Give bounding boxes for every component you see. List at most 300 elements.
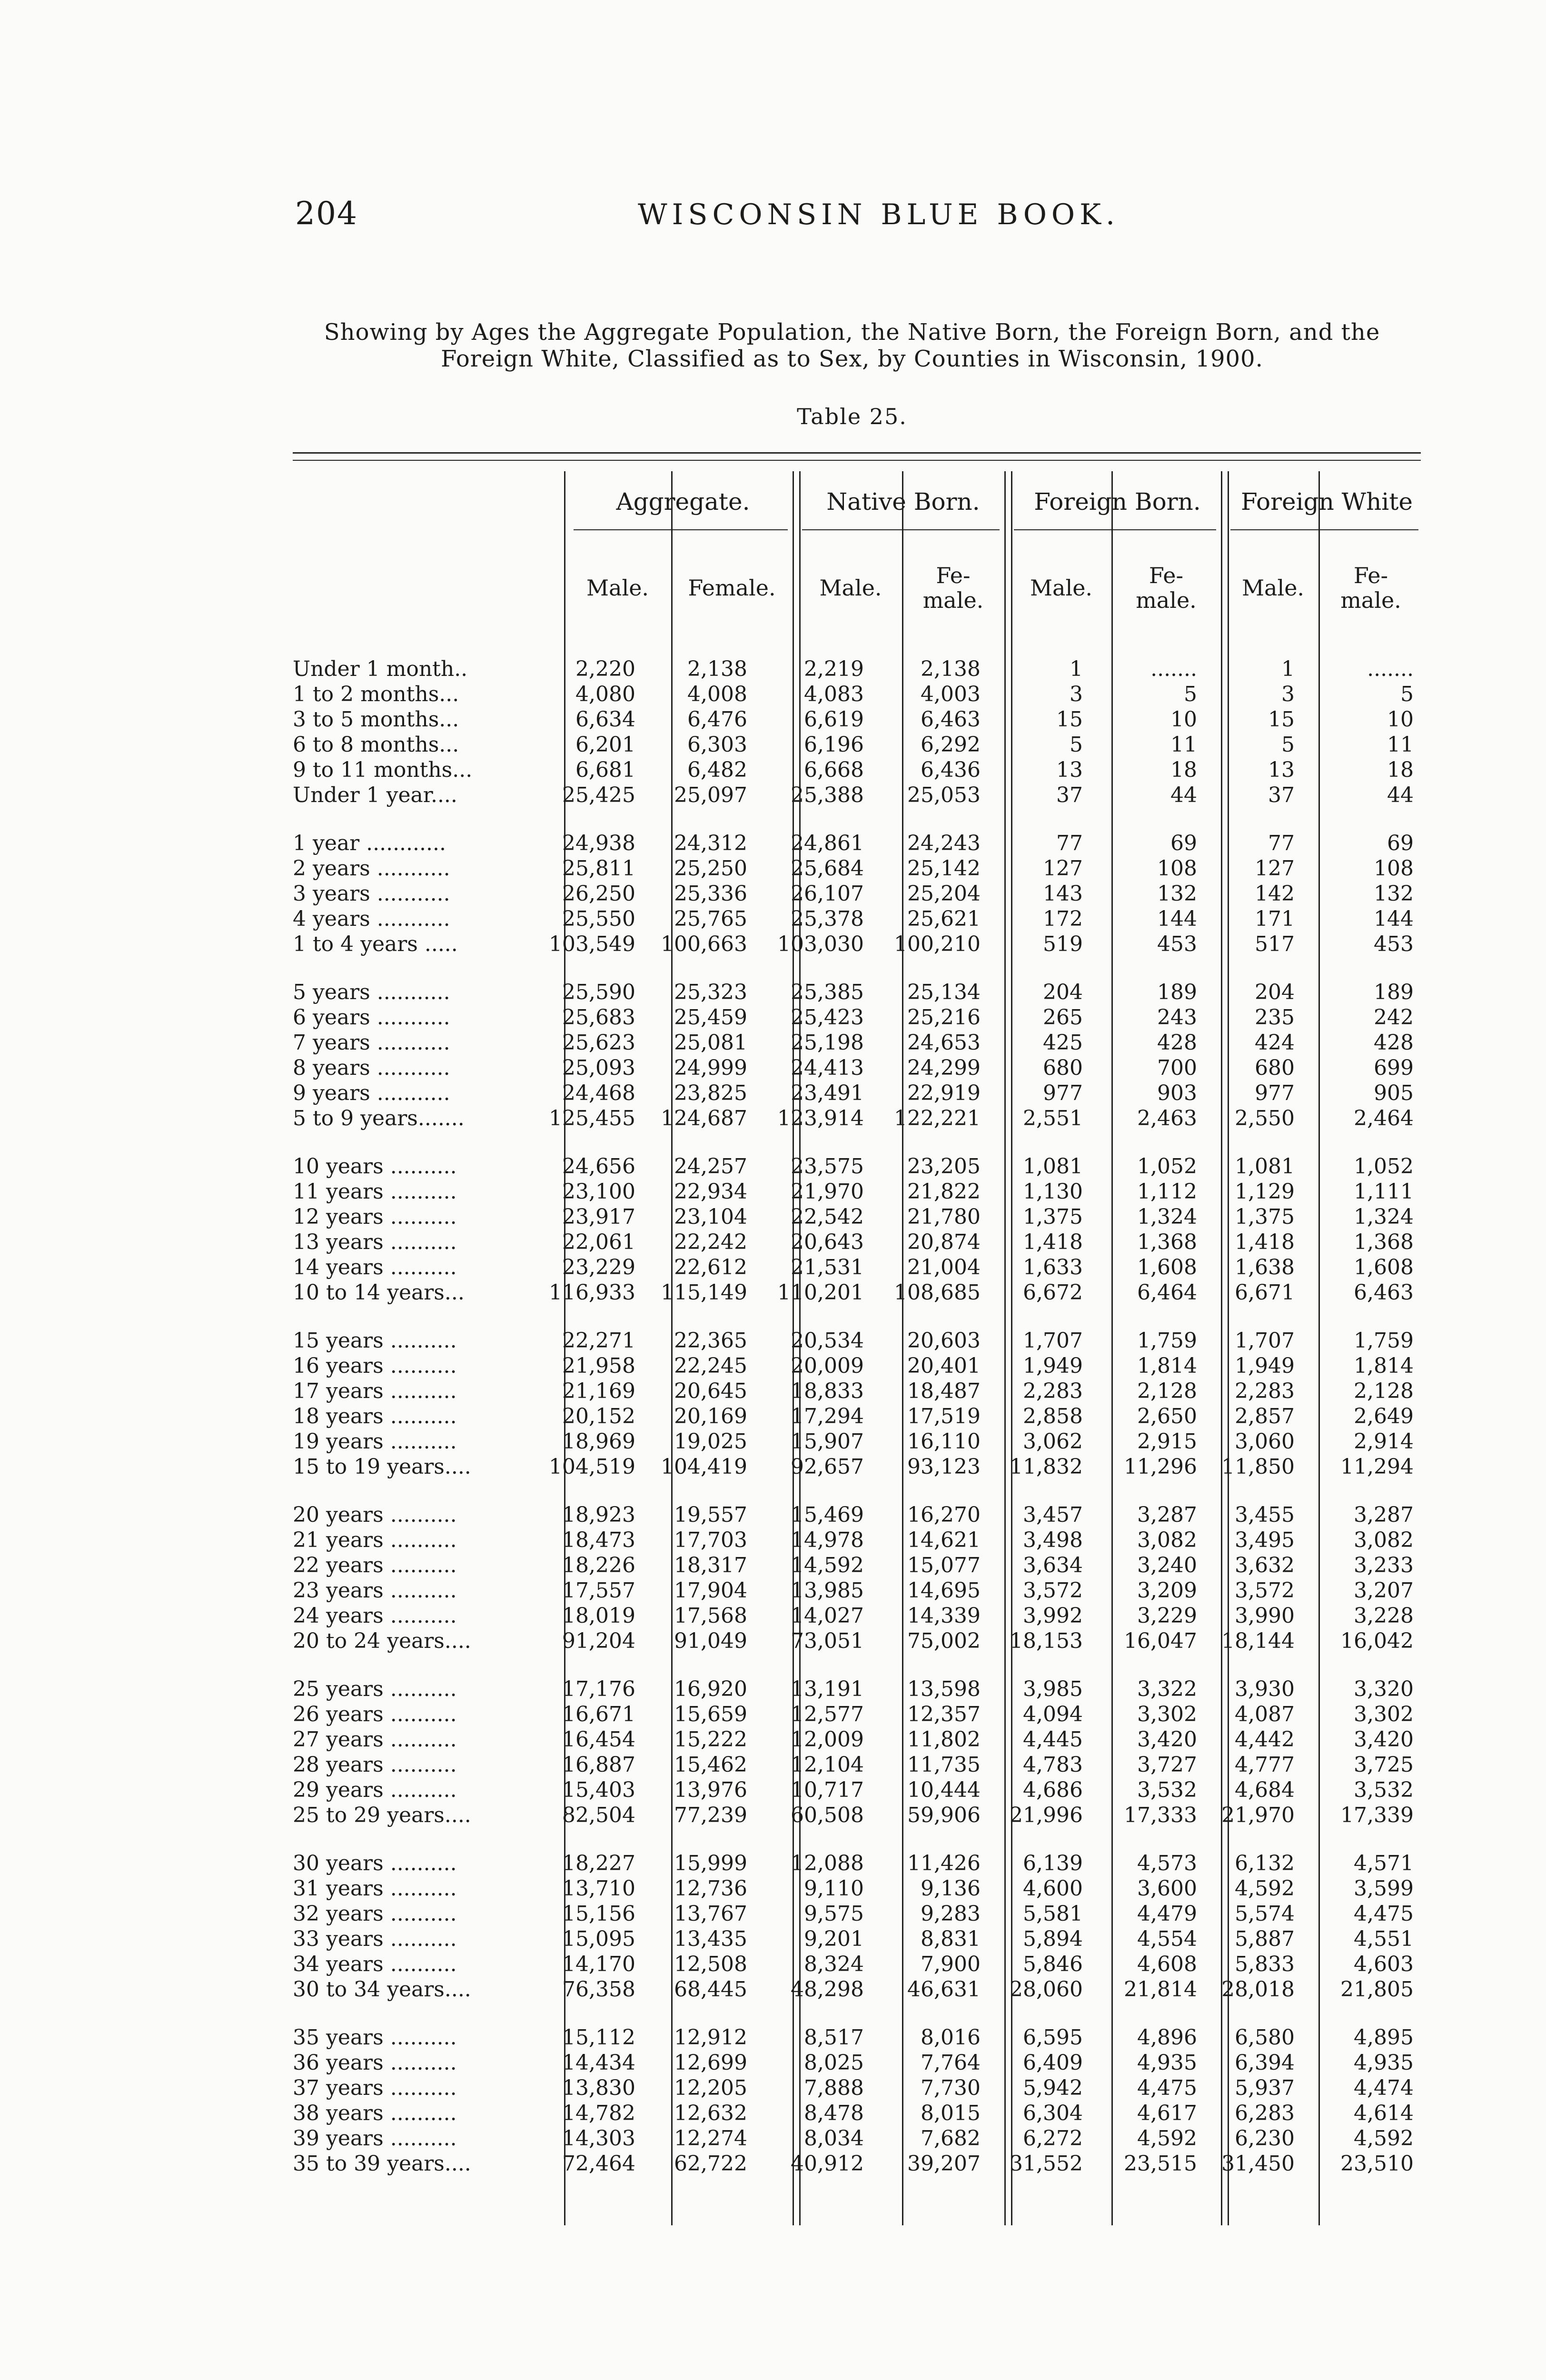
cell-value: 24,999 — [674, 1056, 747, 1080]
cell-value: 108,685 — [894, 1280, 981, 1305]
cell-value: 144 — [1157, 907, 1197, 931]
cell-value: 16,110 — [907, 1429, 981, 1454]
cell-value: 7,888 — [804, 2076, 864, 2100]
cell-value: 4,592 — [1137, 2126, 1197, 2151]
cell-value: 3,532 — [1354, 1778, 1414, 1802]
cell-value: 3,228 — [1354, 1604, 1414, 1628]
row-label: 16 years .......... — [293, 1354, 457, 1378]
cell-value: 6,303 — [687, 733, 747, 757]
cell-value: 76,358 — [562, 1977, 635, 2002]
cell-value: 6,272 — [1023, 2126, 1083, 2151]
cell-value: 44 — [1387, 783, 1414, 807]
cell-value: 6,139 — [1023, 1851, 1083, 1875]
cell-value: 2,128 — [1137, 1379, 1197, 1403]
cell-value: 37 — [1056, 783, 1083, 807]
table-row — [293, 1753, 1421, 1778]
cell-value: 24,656 — [562, 1154, 635, 1179]
row-label: 17 years .......... — [293, 1379, 457, 1403]
page-heading: WISCONSIN BLUE BOOK. — [638, 198, 1120, 231]
cell-value: 12,508 — [674, 1952, 747, 1976]
table-row — [293, 1354, 1421, 1379]
table-row — [293, 1503, 1421, 1528]
cell-value: 4,777 — [1235, 1753, 1295, 1777]
age-group-block — [293, 1329, 1421, 1480]
row-label: 34 years .......... — [293, 1952, 457, 1976]
cell-value: 4,603 — [1354, 1952, 1414, 1976]
row-label: 3 years ........... — [293, 882, 450, 906]
cell-value: 3,209 — [1137, 1578, 1197, 1603]
cell-value: 3,420 — [1137, 1727, 1197, 1752]
cell-value: 1,130 — [1023, 1180, 1083, 1204]
cell-value: 4,080 — [575, 682, 635, 706]
row-label: 1 to 4 years ..... — [293, 932, 458, 956]
cell-value: 4,617 — [1137, 2101, 1197, 2125]
cell-value: 39,207 — [907, 2152, 981, 2176]
row-label: 36 years .......... — [293, 2051, 457, 2075]
cell-value: 5 — [1281, 733, 1295, 757]
table-row — [293, 2025, 1421, 2051]
cell-value: 21,970 — [1221, 1803, 1295, 1827]
cell-value: 12,357 — [907, 1702, 981, 1726]
cell-value: 14,621 — [907, 1528, 981, 1552]
cell-value: 13,767 — [674, 1902, 747, 1926]
cell-value: 16,920 — [674, 1677, 747, 1701]
cell-value: 22,365 — [674, 1329, 747, 1353]
cell-value: 18,317 — [674, 1553, 747, 1577]
column-header: Female. — [688, 575, 776, 601]
cell-value: 14,592 — [791, 1553, 864, 1577]
cell-value: 17,333 — [1124, 1803, 1197, 1827]
cell-value: 25,425 — [562, 783, 635, 807]
cell-value: 11,296 — [1124, 1455, 1197, 1479]
row-label: 35 to 39 years.... — [293, 2152, 471, 2176]
cell-value: 3,457 — [1023, 1503, 1083, 1527]
row-label: 22 years .......... — [293, 1553, 457, 1577]
cell-value: 2,219 — [804, 657, 864, 681]
cell-value: 3,240 — [1137, 1553, 1197, 1577]
group-header: Foreign Born. — [1034, 488, 1201, 516]
cell-value: 6,580 — [1235, 2025, 1295, 2050]
cell-value: 14,339 — [907, 1604, 981, 1628]
cell-value: 21,004 — [907, 1255, 981, 1279]
table-row — [293, 856, 1421, 882]
column-header: Male. — [586, 575, 649, 601]
row-label: 5 to 9 years....... — [293, 1106, 465, 1130]
cell-value: 22,245 — [674, 1354, 747, 1378]
cell-value: ....... — [1367, 657, 1414, 681]
cell-value: 20,534 — [791, 1329, 864, 1353]
cell-value: 6,595 — [1023, 2025, 1083, 2050]
table-row — [293, 1180, 1421, 1205]
cell-value: 2,138 — [921, 657, 981, 681]
cell-value: 5 — [1400, 682, 1414, 706]
cell-value: 18,923 — [562, 1503, 635, 1527]
row-label: 10 to 14 years... — [293, 1280, 465, 1305]
cell-value: 2,550 — [1235, 1106, 1295, 1130]
cell-value: 16,270 — [907, 1503, 981, 1527]
cell-value: 103,549 — [549, 932, 635, 956]
cell-value: 116,933 — [549, 1280, 635, 1305]
table-row — [293, 2051, 1421, 2076]
cell-value: 6,463 — [1354, 1280, 1414, 1305]
cell-value: 100,663 — [661, 932, 747, 956]
group-underline — [574, 529, 788, 530]
table-row — [293, 1031, 1421, 1056]
cell-value: 1,112 — [1137, 1180, 1197, 1204]
cell-value: 4,686 — [1023, 1778, 1083, 1802]
cell-value: 453 — [1374, 932, 1414, 956]
cell-value: 25,683 — [562, 1005, 635, 1030]
cell-value: 235 — [1255, 1005, 1295, 1030]
row-label: 26 years .......... — [293, 1702, 457, 1726]
subcolumn-line — [1111, 543, 1112, 614]
cell-value: 6,132 — [1235, 1851, 1295, 1875]
table-row — [293, 1803, 1421, 1828]
cell-value: 14,303 — [562, 2126, 635, 2151]
cell-value: 17,176 — [562, 1677, 635, 1701]
cell-value: 4,571 — [1354, 1851, 1414, 1875]
cell-value: 5,894 — [1023, 1927, 1083, 1951]
cell-value: 16,671 — [562, 1702, 635, 1726]
table-row — [293, 907, 1421, 932]
cell-value: 15,222 — [674, 1727, 747, 1752]
cell-value: 18,833 — [791, 1379, 864, 1403]
cell-value: 4,614 — [1354, 2101, 1414, 2125]
row-label: 37 years .......... — [293, 2076, 457, 2100]
cell-value: 15,156 — [562, 1902, 635, 1926]
cell-value: 23,515 — [1124, 2152, 1197, 2176]
cell-value: 25,198 — [791, 1031, 864, 1055]
cell-value: 1,081 — [1235, 1154, 1295, 1179]
cell-value: 12,632 — [674, 2101, 747, 2125]
table-row — [293, 758, 1421, 783]
age-group-block — [293, 657, 1421, 808]
cell-value: 93,123 — [907, 1455, 981, 1479]
row-label: 9 years ........... — [293, 1081, 450, 1105]
cell-value: 3,287 — [1354, 1503, 1414, 1527]
cell-value: 7,730 — [921, 2076, 981, 2100]
cell-value: 9,201 — [804, 1927, 864, 1951]
cell-value: 6,230 — [1235, 2126, 1295, 2151]
cell-value: 189 — [1157, 980, 1197, 1004]
row-label: 35 years .......... — [293, 2025, 457, 2050]
cell-value: 1,814 — [1137, 1354, 1197, 1378]
cell-value: 1,608 — [1354, 1255, 1414, 1279]
cell-value: 17,568 — [674, 1604, 747, 1628]
cell-value: 17,339 — [1340, 1803, 1414, 1827]
cell-value: 2,138 — [687, 657, 747, 681]
cell-value: 18,227 — [562, 1851, 635, 1875]
cell-value: 20,874 — [907, 1230, 981, 1254]
cell-value: 59,906 — [907, 1803, 981, 1827]
cell-value: 19,557 — [674, 1503, 747, 1527]
cell-value: 21,814 — [1124, 1977, 1197, 2002]
cell-value: 25,550 — [562, 907, 635, 931]
running-head — [295, 195, 1437, 238]
cell-value: 12,009 — [791, 1727, 864, 1752]
group-underline — [1230, 529, 1418, 530]
cell-value: 1 — [1281, 657, 1295, 681]
cell-value: 453 — [1157, 932, 1197, 956]
cell-value: 16,047 — [1124, 1629, 1197, 1653]
cell-value: 680 — [1043, 1056, 1083, 1080]
cell-value: 19,025 — [674, 1429, 747, 1454]
cell-value: 23,510 — [1340, 2152, 1414, 2176]
cell-value: 15,077 — [907, 1553, 981, 1577]
cell-value: 11,735 — [907, 1753, 981, 1777]
cell-value: 5,942 — [1023, 2076, 1083, 2100]
cell-value: 6,283 — [1235, 2101, 1295, 2125]
column-header: Male. — [1030, 575, 1093, 601]
cell-value: 3,082 — [1137, 1528, 1197, 1552]
cell-value: 12,104 — [791, 1753, 864, 1777]
cell-value: 1,707 — [1023, 1329, 1083, 1353]
cell-value: 3 — [1070, 682, 1083, 706]
cell-value: 15,907 — [791, 1429, 864, 1454]
cell-value: 12,274 — [674, 2126, 747, 2151]
row-label: 20 years .......... — [293, 1503, 457, 1527]
cell-value: 9,136 — [921, 1876, 981, 1901]
cell-value: 31,450 — [1221, 2152, 1295, 2176]
cell-value: 428 — [1374, 1031, 1414, 1055]
cell-value: 204 — [1255, 980, 1295, 1004]
cell-value: 8,517 — [804, 2025, 864, 2050]
cell-value: ....... — [1150, 657, 1197, 681]
cell-value: 3,322 — [1137, 1677, 1197, 1701]
cell-value: 25,388 — [791, 783, 864, 807]
cell-value: 6,619 — [804, 707, 864, 732]
cell-value: 699 — [1374, 1056, 1414, 1080]
cell-value: 6,634 — [575, 707, 635, 732]
table-row — [293, 1876, 1421, 1902]
row-label: 28 years .......... — [293, 1753, 457, 1777]
column-header: Fe- male. — [1340, 563, 1401, 613]
cell-value: 905 — [1374, 1081, 1414, 1105]
cell-value: 6,671 — [1235, 1280, 1295, 1305]
cell-value: 4,475 — [1354, 1902, 1414, 1926]
row-label: 12 years .......... — [293, 1205, 457, 1229]
cell-value: 8,015 — [921, 2101, 981, 2125]
row-label: 32 years .......... — [293, 1902, 457, 1926]
row-label: 3 to 5 months... — [293, 707, 459, 732]
cell-value: 3,082 — [1354, 1528, 1414, 1552]
cell-value: 7,900 — [921, 1952, 981, 1976]
table-row — [293, 2126, 1421, 2152]
cell-value: 24,468 — [562, 1081, 635, 1105]
cell-value: 3,727 — [1137, 1753, 1197, 1777]
cell-value: 77 — [1268, 831, 1295, 855]
cell-value: 26,107 — [791, 882, 864, 906]
cell-value: 4,551 — [1354, 1927, 1414, 1951]
cell-value: 13,435 — [674, 1927, 747, 1951]
cell-value: 20,603 — [907, 1329, 981, 1353]
cell-value: 2,915 — [1137, 1429, 1197, 1454]
cell-value: 25,134 — [907, 980, 981, 1004]
cell-value: 3,060 — [1235, 1429, 1295, 1454]
cell-value: 1,759 — [1354, 1329, 1414, 1353]
table-row — [293, 783, 1421, 808]
cell-value: 5,846 — [1023, 1952, 1083, 1976]
cell-value: 519 — [1043, 932, 1083, 956]
cell-value: 11 — [1170, 733, 1197, 757]
table-row — [293, 1280, 1421, 1306]
cell-value: 1,129 — [1235, 1180, 1295, 1204]
row-label: 31 years .......... — [293, 1876, 457, 1901]
table-row — [293, 1851, 1421, 1876]
cell-value: 3,229 — [1137, 1604, 1197, 1628]
table-row — [293, 1604, 1421, 1629]
cell-value: 10 — [1387, 707, 1414, 732]
table-row — [293, 1404, 1421, 1429]
cell-value: 72,464 — [562, 2152, 635, 2176]
cell-value: 4,684 — [1235, 1778, 1295, 1802]
cell-value: 25,423 — [791, 1005, 864, 1030]
cell-value: 3,320 — [1354, 1677, 1414, 1701]
cell-value: 23,104 — [674, 1205, 747, 1229]
cell-value: 22,271 — [562, 1329, 635, 1353]
cell-value: 18 — [1170, 758, 1197, 782]
cell-value: 4,087 — [1235, 1702, 1295, 1726]
cell-value: 77 — [1056, 831, 1083, 855]
row-label: 30 to 34 years.... — [293, 1977, 471, 2002]
cell-value: 8,324 — [804, 1952, 864, 1976]
cell-value: 8,016 — [921, 2025, 981, 2050]
cell-value: 6,463 — [921, 707, 981, 732]
cell-value: 10,717 — [791, 1778, 864, 1802]
cell-value: 14,978 — [791, 1528, 864, 1552]
cell-value: 25,204 — [907, 882, 981, 906]
cell-value: 5,574 — [1235, 1902, 1295, 1926]
table-row — [293, 1677, 1421, 1702]
cell-value: 15,095 — [562, 1927, 635, 1951]
cell-value: 4,783 — [1023, 1753, 1083, 1777]
cell-value: 4,895 — [1354, 2025, 1414, 2050]
cell-value: 21,169 — [562, 1379, 635, 1403]
cell-value: 4,935 — [1137, 2051, 1197, 2075]
cell-value: 189 — [1374, 980, 1414, 1004]
cell-value: 1,081 — [1023, 1154, 1083, 1179]
group-header: Aggregate. — [616, 488, 750, 516]
cell-value: 3,985 — [1023, 1677, 1083, 1701]
cell-value: 517 — [1255, 932, 1295, 956]
cell-value: 14,782 — [562, 2101, 635, 2125]
cell-value: 1,707 — [1235, 1329, 1295, 1353]
cell-value: 3,495 — [1235, 1528, 1295, 1552]
row-label: 30 years .......... — [293, 1851, 457, 1875]
cell-value: 12,205 — [674, 2076, 747, 2100]
cell-value: 1,418 — [1235, 1230, 1295, 1254]
cell-value: 23,205 — [907, 1154, 981, 1179]
cell-value: 11,426 — [907, 1851, 981, 1875]
cell-value: 110,201 — [777, 1280, 864, 1305]
cell-value: 115,149 — [661, 1280, 747, 1305]
cell-value: 23,100 — [562, 1180, 635, 1204]
cell-value: 123,914 — [777, 1106, 864, 1130]
cell-value: 25,765 — [674, 907, 747, 931]
cell-value: 4,083 — [804, 682, 864, 706]
cell-value: 1,368 — [1137, 1230, 1197, 1254]
table-row — [293, 1005, 1421, 1031]
cell-value: 22,934 — [674, 1180, 747, 1204]
cell-value: 144 — [1374, 907, 1414, 931]
cell-value: 1,111 — [1354, 1180, 1414, 1204]
cell-value: 424 — [1255, 1031, 1295, 1055]
cell-value: 243 — [1157, 1005, 1197, 1030]
cell-value: 4,592 — [1235, 1876, 1295, 1901]
cell-value: 16,887 — [562, 1753, 635, 1777]
cell-value: 171 — [1255, 907, 1295, 931]
table-row — [293, 1230, 1421, 1255]
cell-value: 12,736 — [674, 1876, 747, 1901]
cell-value: 24,312 — [674, 831, 747, 855]
table-row — [293, 1578, 1421, 1604]
cell-value: 142 — [1255, 882, 1295, 906]
cell-value: 24,413 — [791, 1056, 864, 1080]
cell-value: 2,128 — [1354, 1379, 1414, 1403]
cell-value: 4,094 — [1023, 1702, 1083, 1726]
cell-value: 11,802 — [907, 1727, 981, 1752]
cell-value: 3,207 — [1354, 1578, 1414, 1603]
table-row — [293, 1081, 1421, 1106]
cell-value: 977 — [1043, 1081, 1083, 1105]
row-label: 21 years .......... — [293, 1528, 457, 1552]
cell-value: 68,445 — [674, 1977, 747, 2002]
cell-value: 69 — [1170, 831, 1197, 855]
cell-value: 31,552 — [1010, 2152, 1083, 2176]
cell-value: 13,191 — [791, 1677, 864, 1701]
row-label: Under 1 month.. — [293, 657, 468, 681]
cell-value: 22,612 — [674, 1255, 747, 1279]
cell-value: 6,476 — [687, 707, 747, 732]
cell-value: 6,304 — [1023, 2101, 1083, 2125]
cell-value: 3,302 — [1137, 1702, 1197, 1726]
cell-value: 5 — [1070, 733, 1083, 757]
cell-value: 69 — [1387, 831, 1414, 855]
cell-value: 15,462 — [674, 1753, 747, 1777]
cell-value: 25,093 — [562, 1056, 635, 1080]
cell-value: 20,645 — [674, 1379, 747, 1403]
cell-value: 22,061 — [562, 1230, 635, 1254]
cell-value: 11,850 — [1221, 1455, 1295, 1479]
row-label: 14 years .......... — [293, 1255, 457, 1279]
table-row — [293, 882, 1421, 907]
cell-value: 25,621 — [907, 907, 981, 931]
cell-value: 82,504 — [562, 1803, 635, 1827]
cell-value: 2,220 — [575, 657, 635, 681]
cell-value: 6,201 — [575, 733, 635, 757]
cell-value: 4,554 — [1137, 1927, 1197, 1951]
row-label: 23 years .......... — [293, 1578, 457, 1603]
cell-value: 2,650 — [1137, 1404, 1197, 1428]
cell-value: 2,283 — [1023, 1379, 1083, 1403]
cell-value: 700 — [1157, 1056, 1197, 1080]
cell-value: 25,684 — [791, 856, 864, 881]
cell-value: 2,463 — [1137, 1106, 1197, 1130]
cell-value: 25,811 — [562, 856, 635, 881]
row-label: 9 to 11 months... — [293, 758, 473, 782]
cell-value: 7,682 — [921, 2126, 981, 2151]
cell-value: 48,298 — [791, 1977, 864, 2002]
cell-value: 25,250 — [674, 856, 747, 881]
cell-value: 428 — [1157, 1031, 1197, 1055]
age-group-block — [293, 1154, 1421, 1306]
table-row — [293, 682, 1421, 707]
cell-value: 6,464 — [1137, 1280, 1197, 1305]
cell-value: 6,196 — [804, 733, 864, 757]
cell-value: 1,608 — [1137, 1255, 1197, 1279]
cell-value: 1,949 — [1023, 1354, 1083, 1378]
cell-value: 26,250 — [562, 882, 635, 906]
